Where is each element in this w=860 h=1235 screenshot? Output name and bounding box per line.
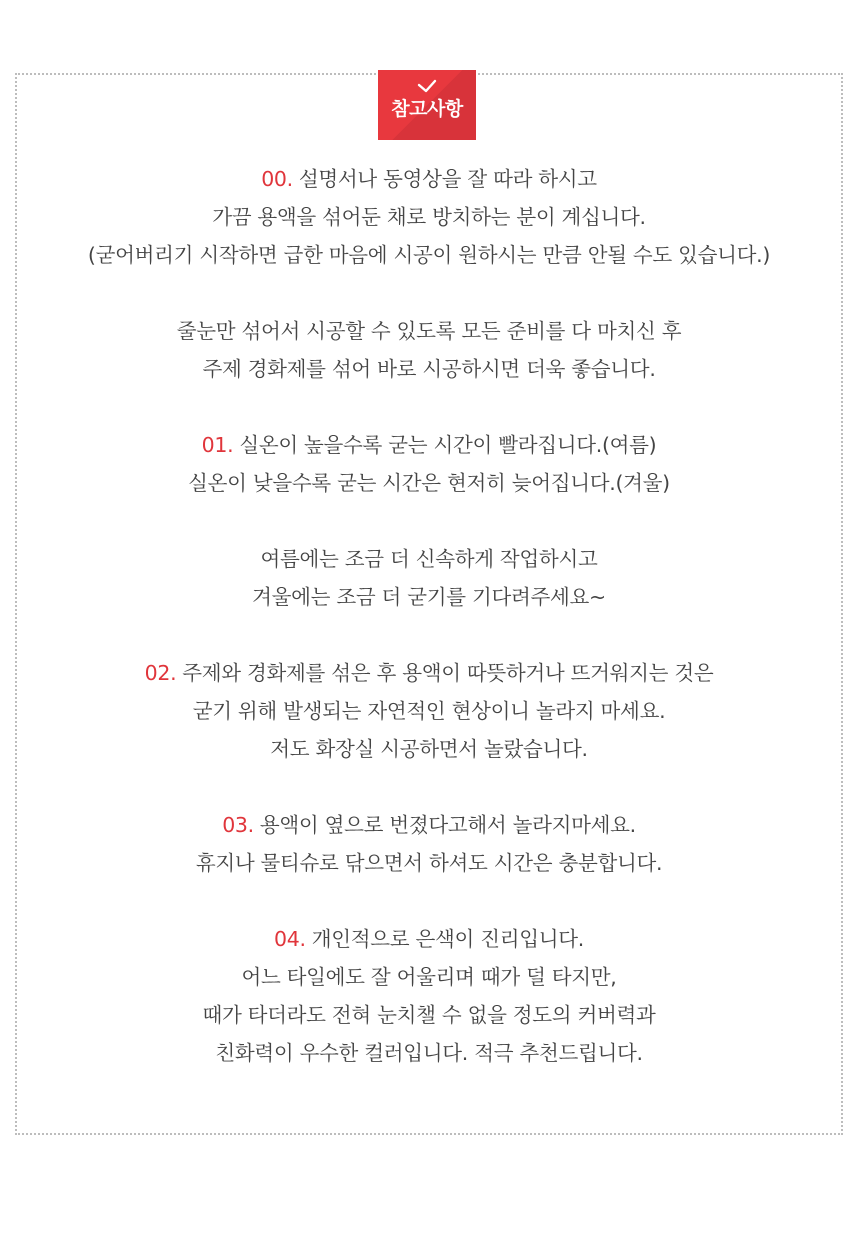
line-text: 설명서나 동영상을 잘 따라 하시고 [298,167,597,191]
paragraph-line: (굳어버리기 시작하면 급한 마음에 시공이 원하시는 만큼 안될 수도 있습니다.) [87,243,771,267]
paragraph-03 [15,806,843,882]
paragraph-line: 실온이 낮을수록 굳는 시간은 현저히 늦어집니다.(겨울) [188,471,670,495]
paragraph-line [15,426,843,464]
paragraph-line [15,160,843,198]
paragraph-line: 가끔 용액을 섞어둔 채로 방치하는 분이 계십니다. [212,205,646,229]
item-number: 04. [274,927,306,951]
notice-content [15,160,843,1110]
line-text: 주제와 경화제를 섞은 후 용액이 따뜻하거나 뜨거워지는 것은 [182,661,714,685]
paragraph-01-tip [15,540,843,616]
line-text: 실온이 높을수록 굳는 시간이 빨라집니다.(여름) [239,433,657,457]
paragraph-line [15,654,843,692]
item-number: 00. [261,167,293,191]
line-text: 용액이 옆으로 번졌다고해서 놀라지마세요. [259,813,636,837]
item-number: 01. [201,433,234,457]
paragraph-line: 저도 화장실 시공하면서 놀랐습니다. [270,737,588,761]
paragraph-line: 어느 타일에도 잘 어울리며 때가 덜 타지만, [241,965,617,989]
paragraph-line: 여름에는 조금 더 신속하게 작업하시고 [260,547,598,571]
paragraph-line: 겨울에는 조금 더 굳기를 기다려주세요~ [252,585,606,609]
paragraph-line: 줄눈만 섞어서 시공할 수 있도록 모든 준비를 다 마치신 후 [176,319,682,343]
paragraph-01 [15,426,843,502]
paragraph-02 [15,654,843,768]
paragraph-line: 굳기 위해 발생되는 자연적인 현상이니 놀라지 마세요. [192,699,666,723]
badge-label: 참고사항 [391,98,463,120]
paragraph-line: 주제 경화제를 섞어 바로 시공하시면 더욱 좋습니다. [202,357,656,381]
paragraph-line: 친화력이 우수한 컬러입니다. 적극 추천드립니다. [215,1041,643,1065]
paragraph-line [15,806,843,844]
line-text: 개인적으로 은색이 진리입니다. [311,927,584,951]
paragraph-line: 휴지나 물티슈로 닦으면서 하셔도 시간은 충분합니다. [195,851,663,875]
check-icon [416,78,438,94]
paragraph-04 [15,920,843,1072]
item-number: 03. [222,813,254,837]
item-number: 02. [144,661,177,685]
paragraph-line [15,920,843,958]
notice-badge [378,70,476,140]
paragraph-00 [15,160,843,274]
paragraph-line: 때가 타더라도 전혀 눈치챌 수 없을 정도의 커버력과 [202,1003,656,1027]
paragraph-00-tip [15,312,843,388]
